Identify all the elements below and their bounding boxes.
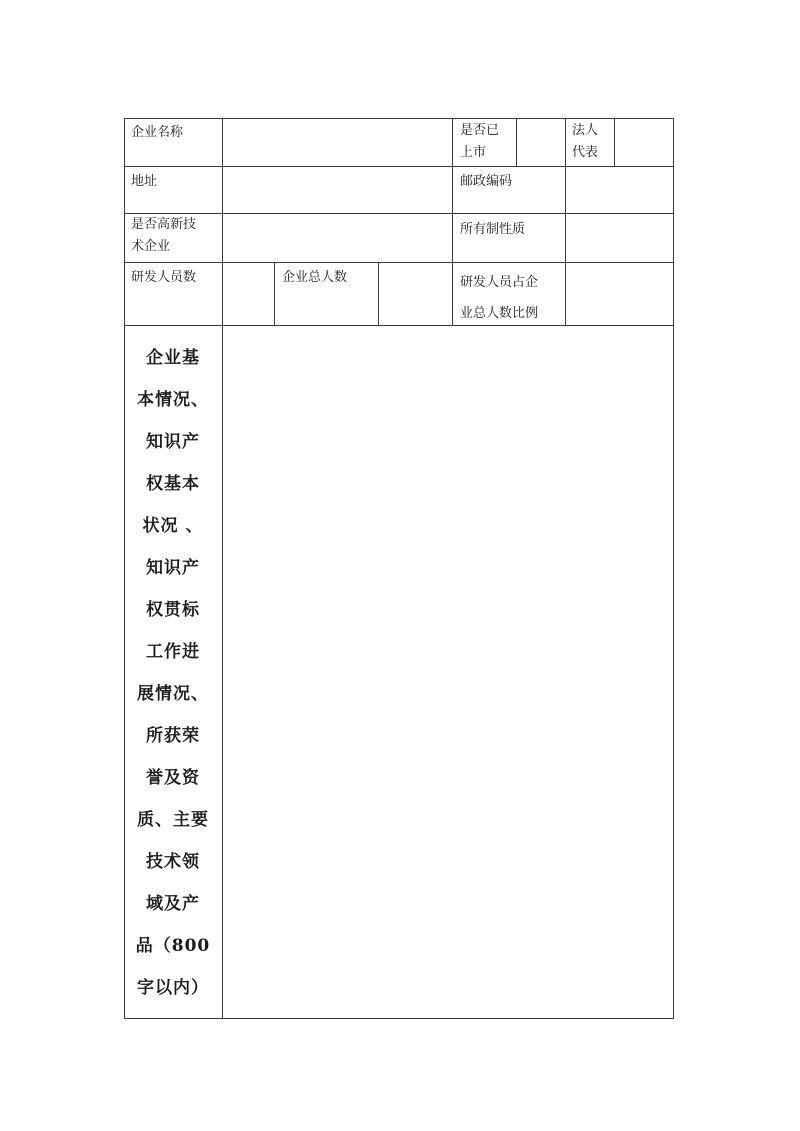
label-legal-rep: 法人 代表: [572, 123, 599, 160]
input-rd-ratio[interactable]: [566, 263, 673, 325]
description-line: 技术领: [146, 852, 200, 872]
input-high-tech[interactable]: [223, 214, 452, 262]
label-ownership: 所有制性质: [460, 222, 526, 237]
description-line: 权基本: [146, 474, 200, 494]
rule-col-right-labels: [452, 118, 453, 326]
label-company-name: 企业名称: [131, 125, 184, 140]
description-line: 知识产: [146, 558, 200, 578]
description-line: 域及产: [146, 894, 200, 914]
input-address[interactable]: [223, 167, 452, 213]
description-line: 企业基: [146, 348, 200, 368]
description-line: 状况 、: [142, 516, 204, 536]
description-line: 工作进: [146, 642, 200, 662]
input-postal-code[interactable]: [566, 167, 673, 213]
label-postal-code: 邮政编码: [460, 174, 513, 189]
input-legal-rep[interactable]: [615, 119, 673, 166]
input-listed[interactable]: [517, 119, 565, 166]
description-line: 质、主要: [137, 810, 209, 830]
description-line: 所获荣: [146, 726, 200, 746]
description-line: 品（800: [135, 936, 211, 956]
input-ownership[interactable]: [566, 214, 673, 262]
label-rd-ratio: 研发人员占企 业总人数比例: [460, 275, 539, 321]
input-company-name[interactable]: [223, 119, 452, 166]
label-rd-staff: 研发人员数: [131, 270, 197, 285]
label-total-staff: 企业总人数: [282, 270, 348, 285]
label-high-tech: 是否高新技 术企业: [131, 217, 197, 254]
description-line: 誉及资: [146, 768, 200, 788]
input-description[interactable]: [223, 326, 673, 1018]
label-listed: 是否已 上市: [460, 123, 500, 160]
description-line: 知识产: [146, 432, 200, 452]
description-line: 展情况、: [137, 684, 209, 704]
input-rd-staff[interactable]: [223, 263, 274, 325]
description-line: 权贯标: [146, 600, 200, 620]
input-total-staff[interactable]: [379, 263, 452, 325]
rule-bottom: [124, 1018, 674, 1019]
label-description: [124, 326, 222, 1018]
rule-rd-value: [274, 262, 275, 326]
description-line: 本情况、: [137, 390, 209, 410]
label-address: 地址: [131, 174, 158, 189]
description-line: 字以内）: [137, 978, 209, 998]
rule-right: [673, 118, 674, 1019]
